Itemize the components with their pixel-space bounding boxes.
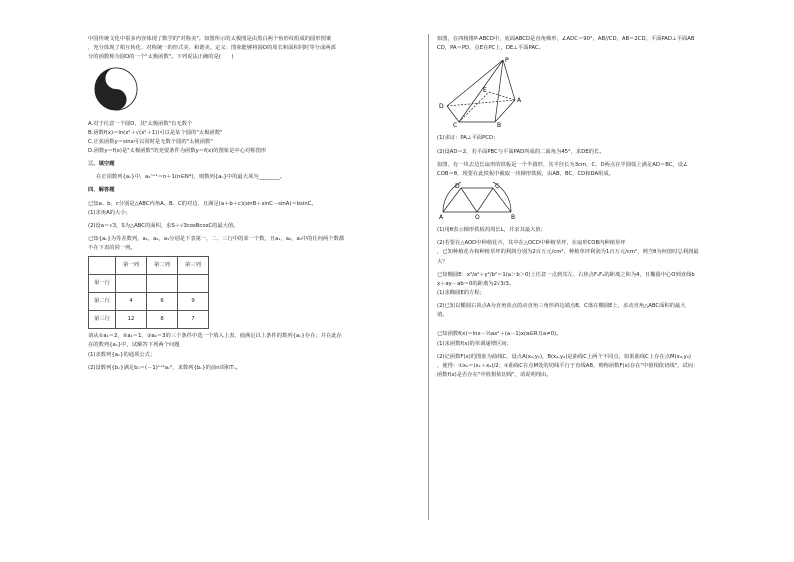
table-cell: 7 [178,311,209,329]
left-column [88,36,418,374]
semicircle-label: A [439,213,444,220]
semicircle-part-2: (2)若要在△AOD中种植花卉，其中在△OCD中种植草坪，在扇形COB内种植草坪 [437,240,626,247]
triangle-part-1: (1)求角A的大小； [88,209,131,216]
semicircle-label: B [511,213,516,220]
table-cell: 第三列 [178,257,209,275]
table-cell [116,275,147,293]
sequence-stem: 不在下表的同一列。 [88,245,136,252]
ellipse-question [437,272,773,320]
fill-in-question: 在正项数列{aₙ}中，a₁ⁿ⁺¹＝n＋1(n∈N*)，则数列{aₙ}中的最大项为________。 [96,174,286,181]
pyramid-part-2: (2)设AD＝2，若平面PBC与平面PAD所成的二面角为45°，求DE的长。 [437,148,605,155]
table-cell: 第一行 [89,275,116,293]
option-a: A.对于任意一个圆O，其"太极函数"有无数个 [88,120,193,127]
taiji-question [88,36,418,155]
ellipse-part-1: (1)求椭圆E的方程； [437,289,485,296]
semicircle-stem: 如图，有一块去边长扇形的铁板是一个半圆形，其半径长为3cm，C，D两点在半圆弧上满足AD＝BC，设∠ [437,161,688,168]
table-row [89,293,209,311]
function-part-2-cont: 函数f(x)是否存在"中值相依切线"，请说明理由。 [437,371,552,378]
pyramid-part-1: (1)求证：PA⊥平面PCD； [437,135,499,142]
taiji-intro-line: 中国传统文化中很多内容体现了数学的"对称美"。如图所示的太极图是由黑白两个鱼形纹组成的圆形图案 [88,36,332,42]
function-part-1: (1)求函数f(x)的单调递增区间； [437,340,512,347]
table-cell: 4 [116,293,147,311]
pyramid-label: C [453,122,458,129]
table-cell [89,257,116,275]
table-row [89,275,209,293]
sequence-part-2: (2)设数列{bₙ}满足bₙ＝(－1)ⁿ⁺¹aₙ²，求数列{bₙ}的前n项和Tₙ。 [88,364,241,371]
right-column [437,36,773,381]
taiji-yin-yang-figure [94,67,138,111]
triangle-question [88,201,418,230]
function-stem: 已知函数f(x)＝lnx－½ax²＋(a－1)x(a∈R且a≠0)。 [437,331,562,338]
table-cell: 8 [147,311,178,329]
table-cell: 第二列 [147,257,178,275]
column-divider [428,34,429,520]
ellipse-part-2: (2)已知以椭圆右顶点A为直角顶点的动直角三角形斜边端点B，C落在椭圆E上，求动直角△ABC面积的最大 [437,303,686,310]
fill-in-heading: 三、填空题 [88,161,115,168]
function-part-2: (2)记函数F(x)的图象为曲线C，设点A(x₁,y₁)，B(x₂,y₂)是曲线C上两个不同点，如果曲线C上存在点M(x₀,y₀) [437,353,691,360]
semicircle-question [437,162,773,266]
pyramid-label: A [517,97,522,105]
pyramid-question [437,36,773,156]
table-cell: 第一列 [116,257,147,275]
semicircle-label: C [495,182,500,190]
table-header-row [89,257,209,275]
semicircle-label: O [475,213,480,220]
table-cell: 6 [147,293,178,311]
pyramid-stem: 如图，在四棱锥P-ABCD中，底面ABCD是直角梯形，∠ADC＝90°，AB//CD，AB＝2CD。平面PAD⊥平面AB [437,36,695,42]
function-question [437,331,773,379]
ellipse-part-2-cont: 值。 [437,312,448,319]
function-part-2-cont: ，使得：①x₀＝(x₁＋x₂)/2；②曲线C在点M处的切线平行于直线AB，则称函数F(x)存在"中值相依切线"，试问： [437,362,699,369]
pyramid-stem: CD，PA＝PD，点E在PC上，DE⊥平面PAC。 [437,45,544,52]
table-row [89,311,209,329]
sequence-condition: 在的数列{aₙ}中，试解答下列两个问题 [88,342,180,349]
table-cell [147,275,178,293]
taiji-intro-line: 分的函数称为圆O的一个"太极函数"。下列说法正确的是( ) [88,54,234,61]
table-cell: 第二行 [89,293,116,311]
pyramid-label: B [497,122,502,129]
semicircle-figure [437,182,517,220]
solve-heading: 四、解答题 [88,187,115,194]
sequence-part-1: (1)求数列{aₙ}的通项公式； [88,351,156,358]
triangle-stem: 已知a、b、c分别是△ABC内角A、B、C的对边，且满足(a＋b＋c)(sinB＋sinC－sinA)＝bsinC。 [88,200,317,207]
semicircle-stem: COB＝θ，现要在此铁板中截取一块梯形铁板，由AB，BC，CD和DA组成。 [437,170,615,177]
sequence-table [88,256,209,329]
sequence-question [88,236,418,372]
table-cell: 9 [178,293,209,311]
sequence-condition: 请从①a₁＝2，②a₁＝1，③a₂＝3的三个条件中选一个填入上表，使满足以上条件的数列{aₙ}存在；并在此存 [88,333,342,340]
table-cell [178,275,209,293]
semicircle-part-2-cont: 大？ [437,258,448,265]
pyramid-label: D [439,103,444,111]
semicircle-part-1: (1)用θ表示梯形铁板的周长L，并求其最大值； [437,227,547,234]
pyramid-label: E [483,87,487,95]
option-d: D.函数y＝f(x)是"太极函数"的充要条件为函数y＝f(x)的图象是中心对称图形 [88,147,267,154]
sequence-stem: 已知{aₙ}为等差数列，a₁，a₂，a₃分别是下表第一、二、三行中的某一个数，且a₁，a₂，a₃中的任何两个数都 [88,235,345,242]
table-cell: 第三行 [89,311,116,329]
option-c: C.正弦函数y＝sinx可以同时是无数个圆的"太极函数" [88,138,213,145]
ellipse-stem: 已知椭圆E：x²/a²＋y²/b²＝1(a＞b＞0)上任意一点到其左、右焦点F₁F₂的距离之和为4，且椭圆中心O到直线b [437,271,695,278]
ellipse-stem: x＋ay－ab＝0的距离为2√3/3。 [437,280,515,287]
triangle-part-2: (2)设a＝√3，S为△ABC的面积，求S＋√3cosBcosC的最大值。 [88,222,239,229]
option-b: B.函数f(x)＝ln(x²＋√(x²＋1))可以是某个圆的"太极函数" [88,129,223,136]
table-cell: 12 [116,311,147,329]
semicircle-label: D [455,182,460,190]
semicircle-part-2-cont: ，已知种植花卉和种植草坪的利润分别为2百万元/cm²，种植草坪利润为1百万元/cm²，则当θ为何值时总利润最 [437,249,699,256]
pyramid-figure [437,56,527,128]
pyramid-label: P [505,57,509,65]
taiji-intro-line: ，充分体现了相互转化、对称统一的形式美、和谐美。定义：图象能够将圆O的周长和面积同时等分成两部 [88,45,336,52]
